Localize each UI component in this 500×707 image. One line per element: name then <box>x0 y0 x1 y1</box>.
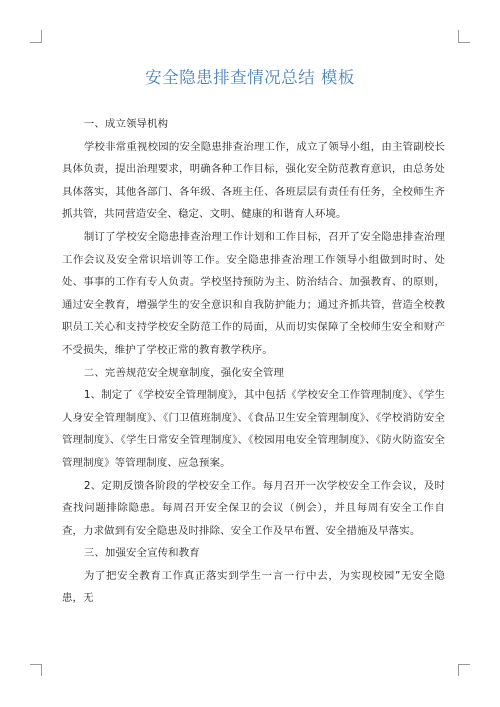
crop-mark-bottom-left <box>41 664 42 676</box>
section-heading: 三、加强安全宣传和教育 <box>83 547 200 560</box>
section-heading: 一、成立领导机构 <box>83 118 169 130</box>
crop-mark-top-left <box>41 30 42 42</box>
crop-mark-top-right <box>458 42 470 43</box>
crop-mark-top-right <box>458 30 459 42</box>
body-paragraph: 为了把安全教育工作真正落实到学生一言一行中去，为实现校园”无安全隐患，无 <box>62 569 445 605</box>
document-title: 安全隐患排查情况总结 模板 <box>145 68 355 87</box>
body-paragraph: 制订了学校安全隐患排查治理工作计划和工作目标，召开了安全隐患排查治理工作会议及安全常识培训等工作。安全隐患排查治理工作领导小组做到时时、处处、事事的工作有专人负责。学校坚持预防为主、防治结合、加强教育、的原则，通过安全教育，增强学生的安全意识和自我防护能力；通过齐抓共管，营造全校教职员工关心和支持学校安全防范工作的局面，从而切实保障了全校师生安全和财产不受损失，维护了学校正常的教育教学秩序。 <box>62 230 445 356</box>
body-paragraph: 学校非常重视校园的安全隐患排查治理工作，成立了领导小组，由主管副校长具体负责，提出治理要求，明确各种工作目标，强化安全防范教育意识，由总务处具体落实，其他各部门、各年级、各班主任、各班层层有责任有任务，全校师生齐抓共管，共同营造安全、稳定、文明、健康的和谐育人环境。 <box>62 140 445 221</box>
section-heading: 二、完善规范安全规章制度，强化安全管理 <box>83 366 285 379</box>
body-paragraph: 2、定期反馈各阶段的学校安全工作。每月召开一次学校安全工作会议，及时查找问题排除隐患。每周召开安全保卫的会议（例会），并且每周有安全工作自查，力求做到有安全隐患及时排除、安全工作及早布置、安全措施及早落实。 <box>62 479 445 537</box>
document-body <box>62 113 445 610</box>
crop-mark-top-left <box>30 42 42 43</box>
crop-mark-bottom-right <box>458 664 470 665</box>
body-paragraph: 1、制定了《学校安全管理制度》，其中包括《学校安全工作管理制度》、《学生人身安全管理制度》、《门卫值班制度》、《食品卫生安全管理制度》、《学校消防安全管理制度》、《学生日常安全管理制度》、《校园用电安全管理制度》、《防火防盗安全管理制度》等管理制度、应急预案。 <box>62 389 445 469</box>
crop-mark-bottom-right <box>458 664 459 676</box>
